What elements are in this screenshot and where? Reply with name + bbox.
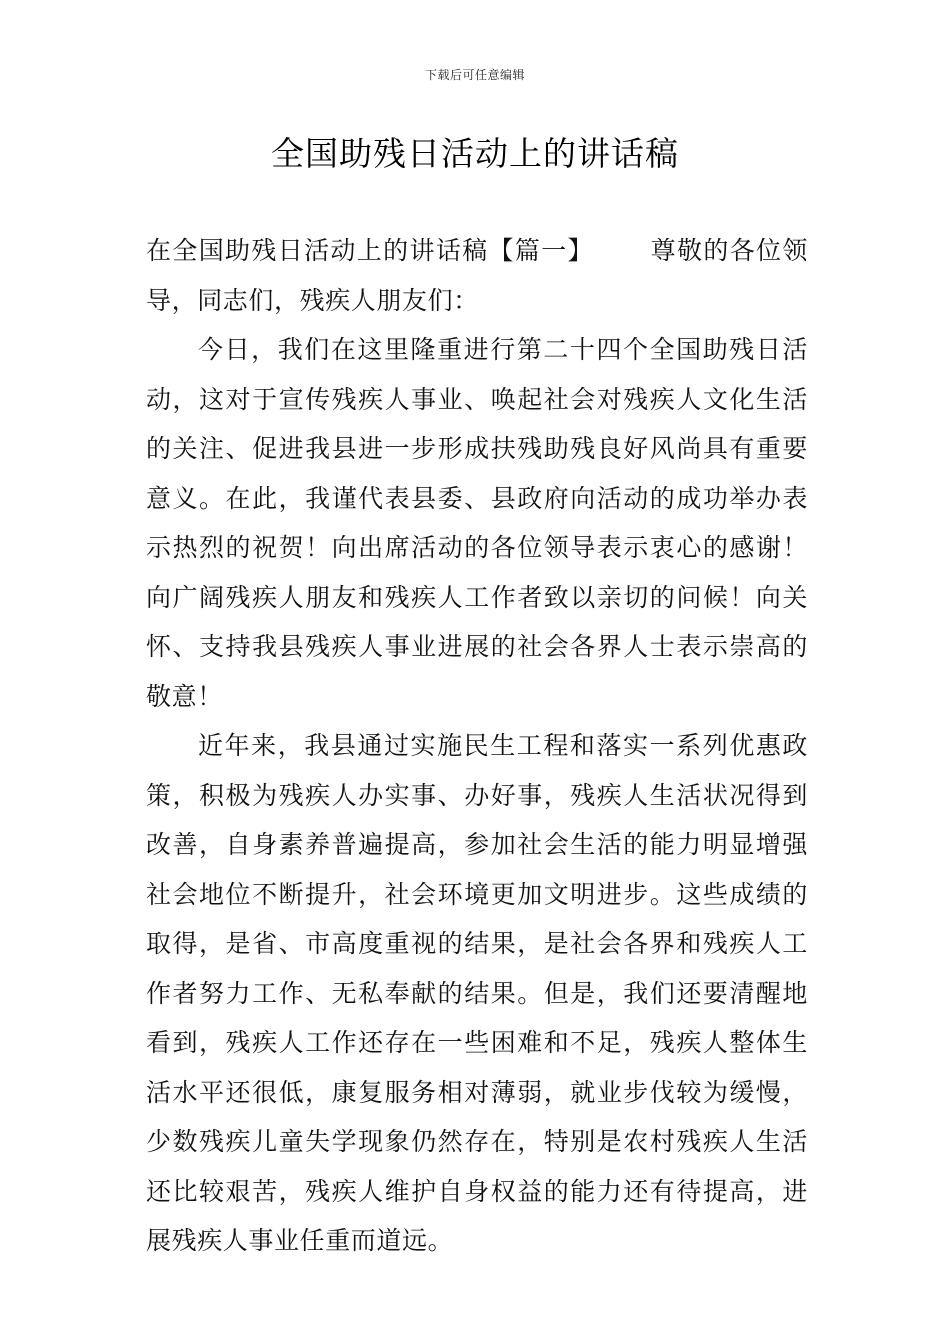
- document-body: [146, 226, 808, 1266]
- section-heading: 在全国助残日活动上的讲话稿【篇一】: [146, 236, 594, 265]
- body-paragraph-1: 今日，我们在这里隆重进行第二十四个全国助残日活动，这对于宣传残疾人事业、唤起社会对残疾人文化生活的关注、促进我县进一步形成扶残助残良好风尚具有重要意义。在此，我谨代表县委、县政府向活动的成功举办表示热烈的祝贺！向出席活动的各位领导表示衷心的感谢！向广阔残疾人朋友和残疾人工作者致以亲切的问候！向关怀、支持我县残疾人事业进展的社会各界人士表示崇高的敬意！: [146, 335, 808, 711]
- body-paragraph-2: 近年来，我县通过实施民生工程和落实一系列优惠政策，积极为残疾人办实事、办好事，残疾人生活状况得到改善，自身素养普遍提高，参加社会生活的能力明显增强社会地位不断提升，社会环境更加文明进步。这些成绩的取得，是省、市高度重视的结果，是社会各界和残疾人工作者努力工作、无私奉献的结果。但是，我们还要清醒地看到，残疾人工作还存在一些困难和不足，残疾人整体生活水平还很低，康复服务相对薄弱，就业步伐较为缓慢，少数残疾儿童失学现象仍然存在，特别是农村残疾人生活还比较艰苦，残疾人维护自身权益的能力还有待提高，进展残疾人事业任重而道远。: [146, 731, 808, 1255]
- salutation: 尊敬的各位领导，同志们，残疾人朋友们：: [146, 236, 808, 315]
- header-note: 下载后可任意编辑: [424, 68, 525, 82]
- opening-paragraph: [146, 226, 808, 325]
- document-title: 全国助残日活动上的讲话稿: [271, 134, 679, 173]
